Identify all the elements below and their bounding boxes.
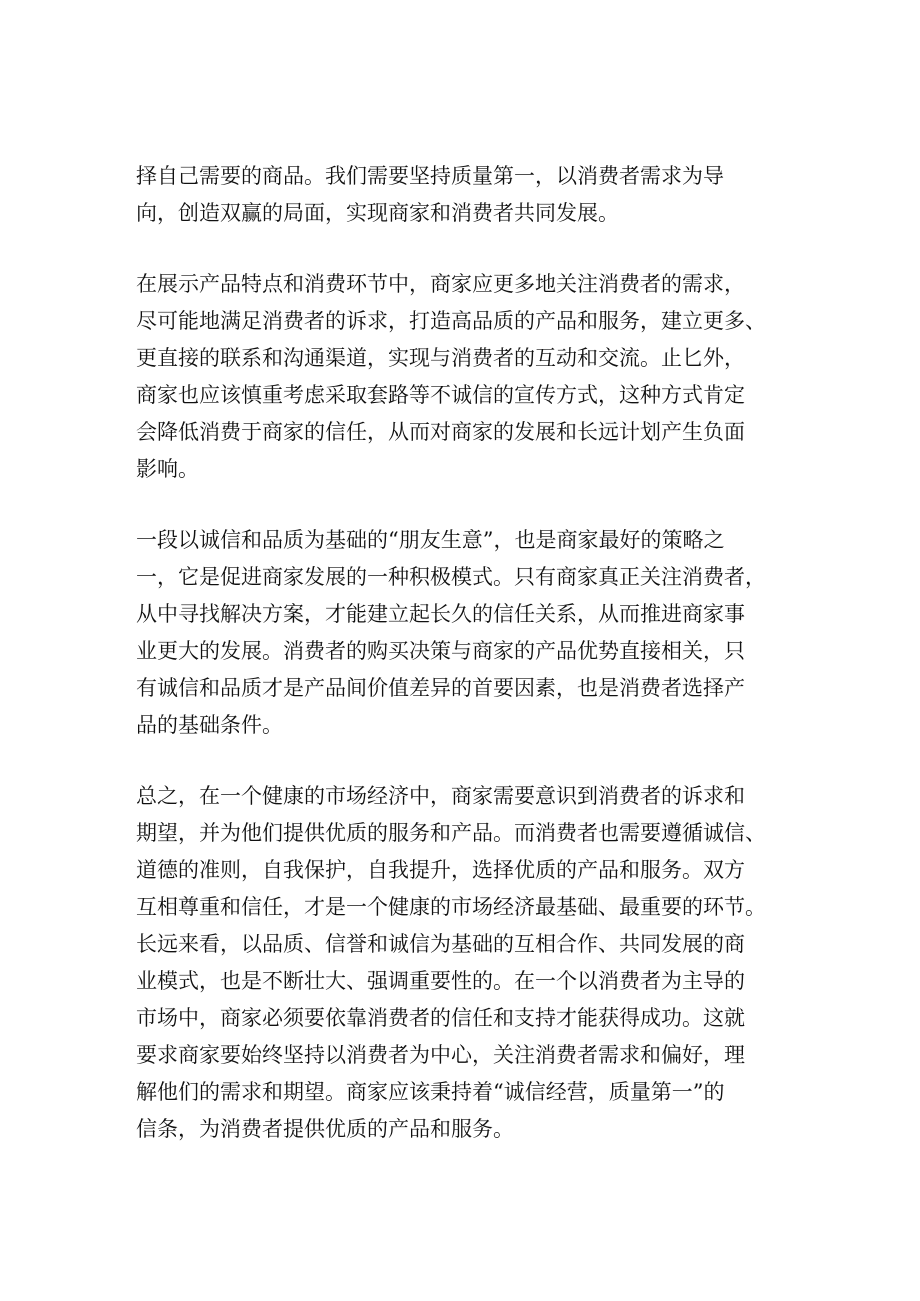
text-line: 要求商家要始终坚持以消费者为中心，关注消费者需求和偏好，理 <box>136 1043 745 1067</box>
text-line: 更直接的联系和沟通渠道，实现与消费者的互动和交流。止匕外， <box>136 346 745 370</box>
paragraph-3 <box>136 522 800 744</box>
paragraph-2 <box>136 266 800 488</box>
text-line: 业更大的发展。消费者的购买决策与商家的产品优势直接相关，只 <box>136 639 745 663</box>
text-line: 品的基础条件。 <box>136 713 283 737</box>
text-line: 会降低消费于商家的信任，从而对商家的发展和长远计划产生负面 <box>136 420 745 444</box>
text-line: 长远来看，以品质、信誉和诚信为基础的互相合作、共同发展的商 <box>136 932 745 956</box>
paragraph-1 <box>136 158 800 232</box>
document-body <box>136 158 800 1182</box>
text-line: 从中寻找解决方案，才能建立起长久的信任关系，从而推进商家事 <box>136 602 745 626</box>
text-line: 一，它是促进商家发展的一种积极模式。只有商家真正关注消费者， <box>136 565 766 589</box>
text-line: 有诚信和品质才是产品间价值差异的首要因素，也是消费者选择产 <box>136 676 745 700</box>
text-line: 市场中，商家必须要依靠消费者的信任和支持才能获得成功。这就 <box>136 1006 745 1030</box>
text-line: 尽可能地满足消费者的诉求，打造高品质的产品和服务，建立更多、 <box>136 309 766 333</box>
text-line: 向，创造双赢的局面，实现商家和消费者共同发展。 <box>136 201 619 225</box>
text-line: 期望，并为他们提供优质的服务和产品。而消费者也需要遵循诚信、 <box>136 821 766 845</box>
text-line: 信条，为消费者提供优质的产品和服务。 <box>136 1117 514 1141</box>
text-line: 业模式，也是不断壮大、强调重要性的。在一个以消费者为主导的 <box>136 969 745 993</box>
text-line: 互相尊重和信任，才是一个健康的市场经济最基础、最重要的环节。 <box>136 895 766 919</box>
text-line: 择自己需要的商品。我们需要坚持质量第一，以消费者需求为导 <box>136 164 724 188</box>
text-line: 一段以诚信和品质为基础的“朋友生意”，也是商家最好的策略之 <box>136 528 725 552</box>
text-line: 商家也应该慎重考虑采取套路等不诚信的宣传方式，这种方式肯定 <box>136 383 745 407</box>
text-line: 解他们的需求和期望。商家应该秉持着“诚信经营，质量第一”的 <box>136 1080 725 1104</box>
text-line: 总之，在一个健康的市场经济中，商家需要意识到消费者的诉求和 <box>136 784 745 808</box>
paragraph-4 <box>136 778 800 1148</box>
text-line: 影响。 <box>136 457 199 481</box>
text-line: 在展示产品特点和消费环节中，商家应更多地关注消费者的需求， <box>136 272 745 296</box>
text-line: 道德的准则，自我保护，自我提升，选择优质的产品和服务。双方 <box>136 858 745 882</box>
